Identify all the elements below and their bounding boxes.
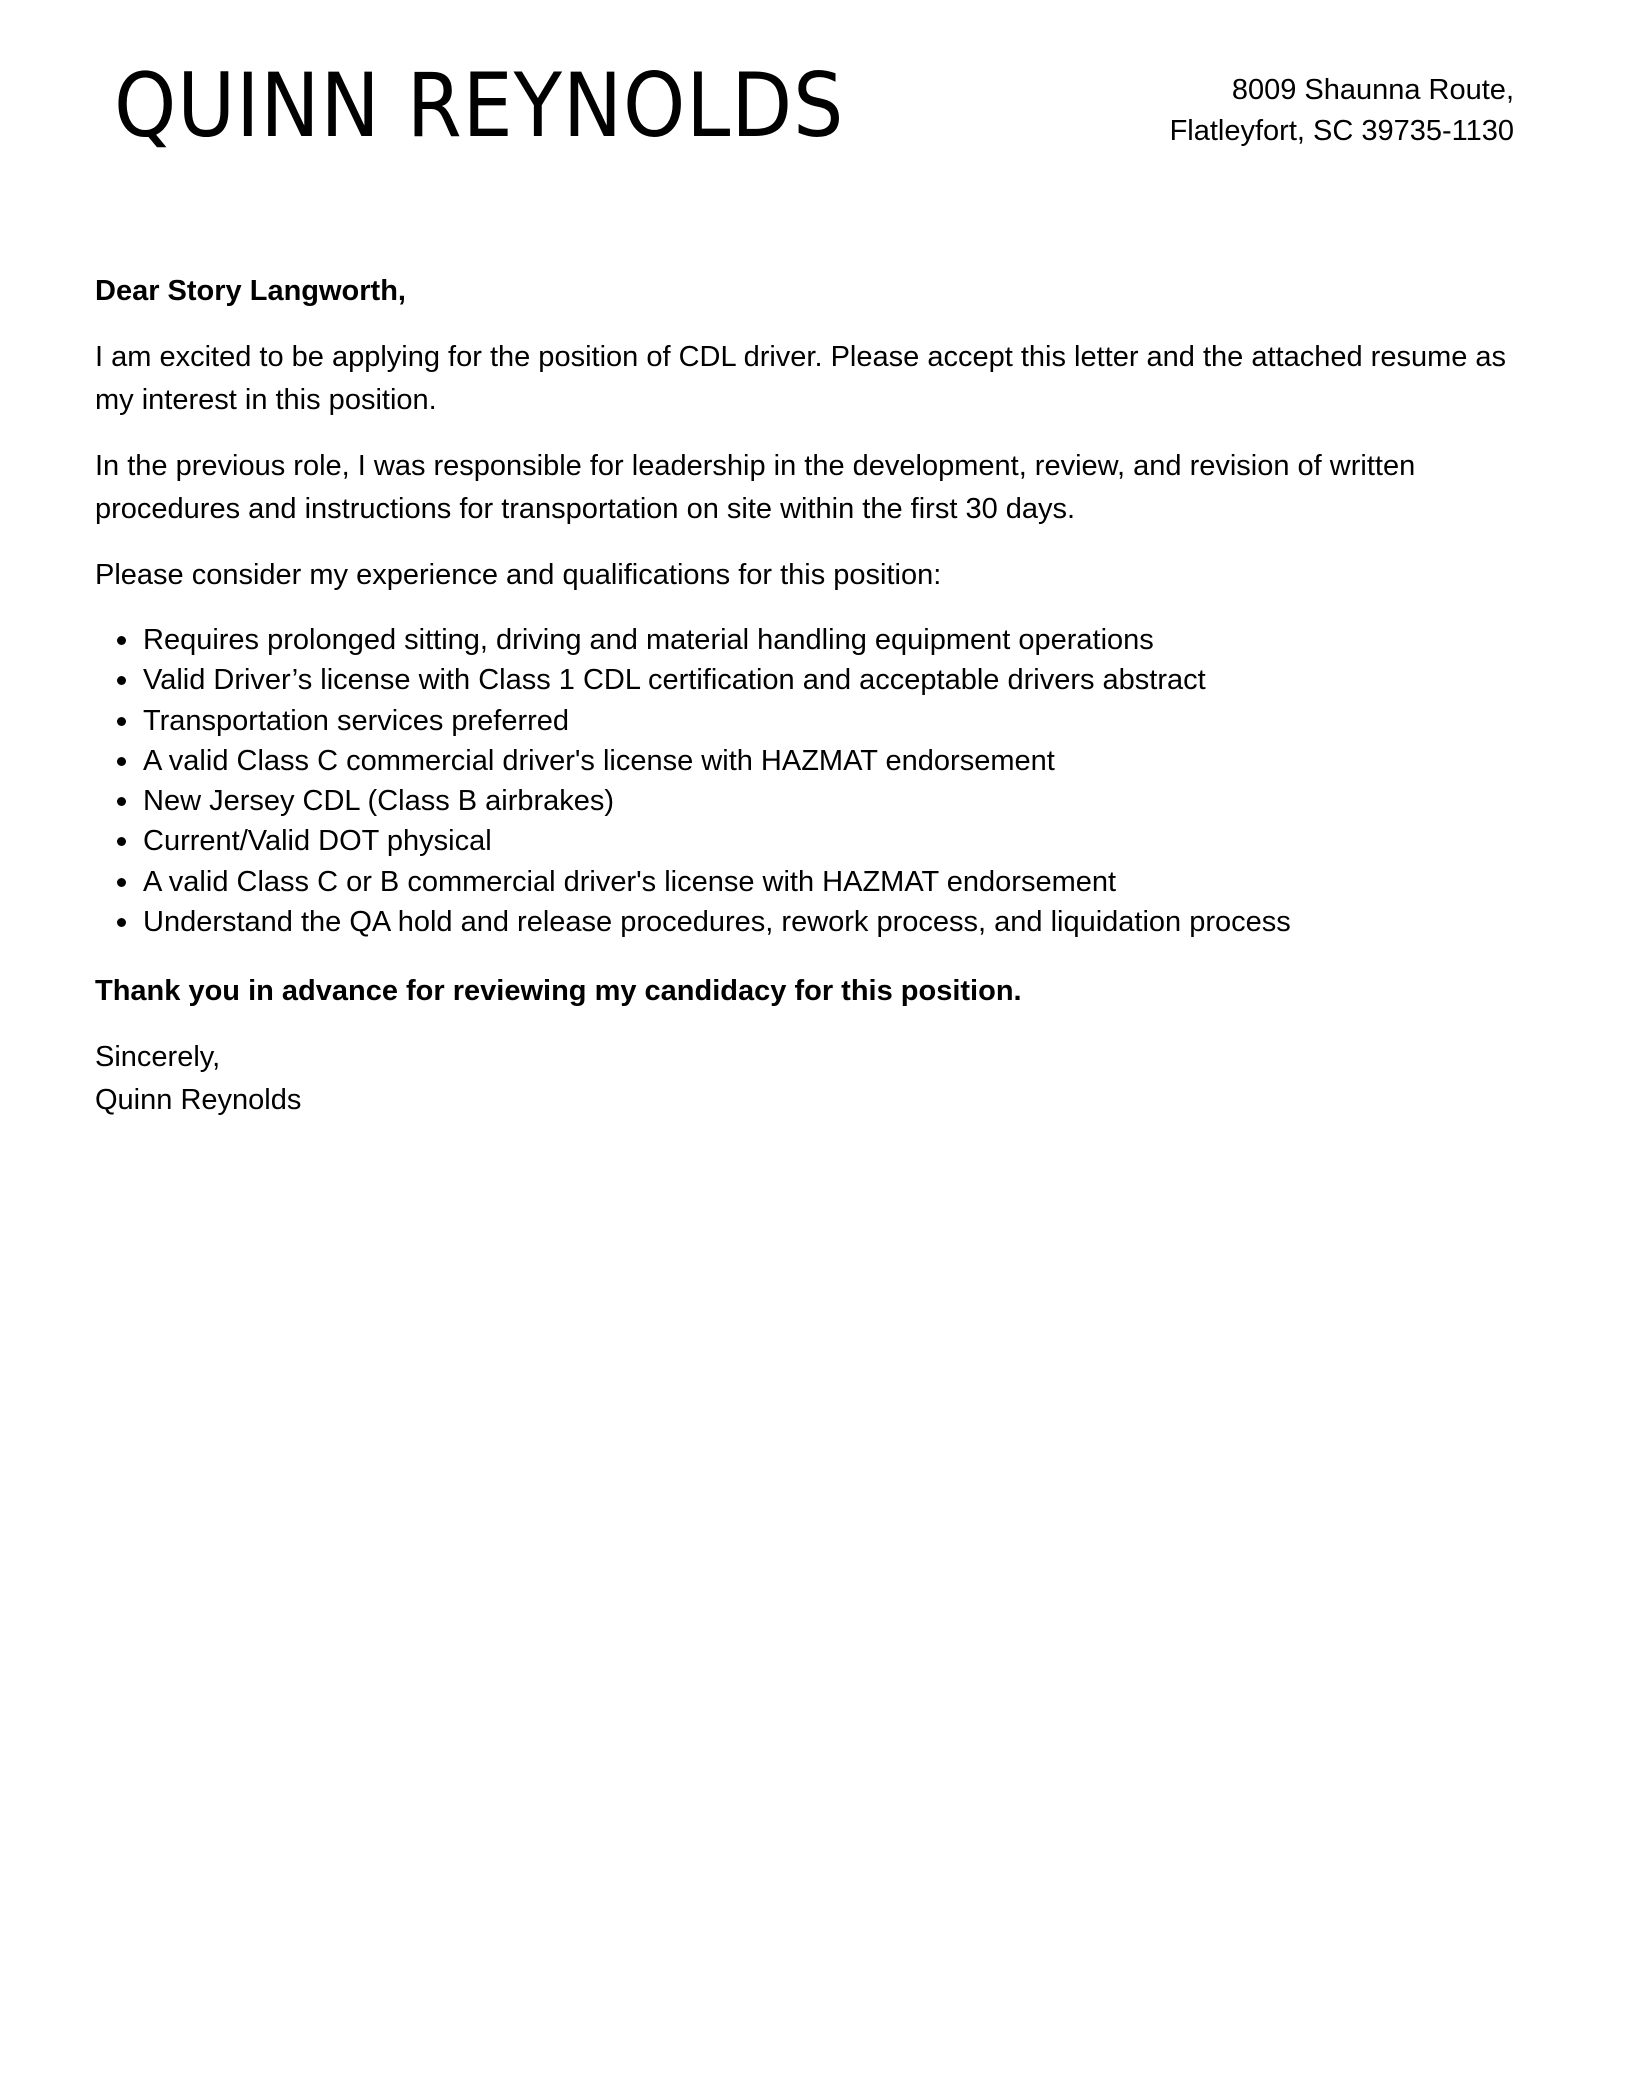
applicant-address <box>1170 70 1514 152</box>
bullet-icon <box>117 918 126 927</box>
list-item <box>95 701 1545 741</box>
bullet-icon <box>117 878 126 887</box>
bullet-icon <box>117 676 126 685</box>
list-item <box>95 620 1545 660</box>
bullet-icon <box>117 717 126 726</box>
qualifications-list <box>95 620 1545 942</box>
bullet-icon <box>117 757 126 766</box>
qualifications-intro: Please consider my experience and qualifications for this position: <box>95 559 942 591</box>
experience-paragraph: In the previous role, I was responsible for leadership in the development, review, and revision of written procedures and instructions for transportation on site within the first 30 days. <box>95 450 1416 525</box>
address-line-2: Flatleyfort, SC 39735-1130 <box>1169 115 1514 147</box>
list-item-text: A valid Class C or B commercial driver's license with HAZMAT endorsement <box>143 865 1117 898</box>
intro-paragraph: I am excited to be applying for the position of CDL driver. Please accept this letter and the attached resume as my interest in this position. <box>95 341 1507 416</box>
list-item <box>95 660 1545 700</box>
bullet-icon <box>117 797 126 806</box>
list-item <box>95 902 1545 942</box>
letter-body <box>95 270 1545 1122</box>
list-item-text: A valid Class C commercial driver's license with HAZMAT endorsement <box>143 744 1055 777</box>
applicant-name: QUINN REYNOLDS <box>114 54 845 157</box>
list-item-text: Valid Driver’s license with Class 1 CDL certification and acceptable drivers abstract <box>143 664 1206 697</box>
list-item <box>95 862 1545 902</box>
list-item <box>95 781 1545 821</box>
address-line-1: 8009 Shaunna Route, <box>1231 74 1514 106</box>
signoff-block <box>95 1036 1545 1122</box>
signoff: Sincerely, <box>95 1041 221 1074</box>
list-item <box>95 821 1545 861</box>
list-item <box>95 741 1545 781</box>
list-item-text: New Jersey CDL (Class B airbrakes) <box>143 785 615 818</box>
list-item-text: Requires prolonged sitting, driving and material handling equipment operations <box>143 624 1154 656</box>
letter-header <box>0 0 1632 200</box>
list-item-text: Understand the QA hold and release procedures, rework process, and liquidation process <box>143 906 1291 939</box>
list-item-text: Transportation services preferred <box>143 704 570 737</box>
bullet-icon <box>117 837 126 846</box>
salutation: Dear Story Langworth, <box>95 275 406 307</box>
signature-name: Quinn Reynolds <box>95 1084 302 1117</box>
list-item-text: Current/Valid DOT physical <box>143 825 492 858</box>
bullet-icon <box>117 636 126 645</box>
closing-statement: Thank you in advance for reviewing my candidacy for this position. <box>95 975 1022 1008</box>
